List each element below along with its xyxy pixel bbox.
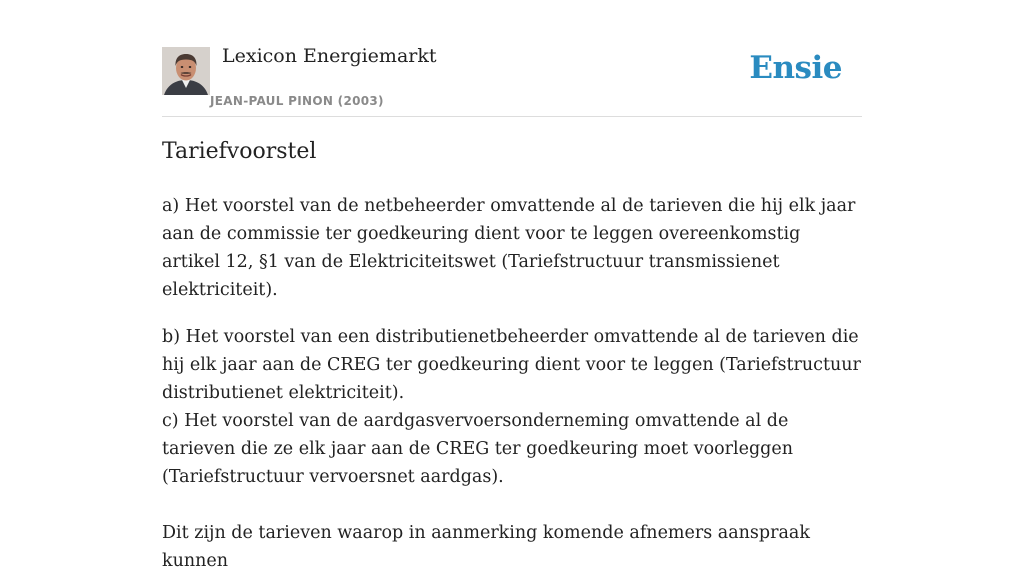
paragraph: Dit zijn de tarieven waarop in aanmerking komende afnemers aanspraak kunnen	[162, 523, 810, 571]
header	[162, 0, 862, 117]
author-photo	[162, 47, 210, 95]
paragraph: a) Het voorstel van de netbeheerder omvattende al de tarieven die hij elk jaar aan de commissie ter goedkeuring dient voor te leggen overeenkomstig artikel 12, §1 van de Elektriciteitswet (Tariefstructuur transmissienet elektriciteit).	[162, 196, 856, 300]
author-avatar[interactable]	[162, 47, 210, 95]
term-title: Tariefvoorstel	[162, 139, 317, 164]
book-title[interactable]: Lexicon Energiemarkt	[222, 45, 437, 67]
author-name[interactable]: JEAN-PAUL PINON (2003)	[210, 94, 384, 108]
paragraph: c) Het voorstel van de aardgasvervoersonderneming omvattende al de tarieven die ze elk jaar aan de CREG ter goedkeuring moet voorleggen (Tariefstructuur vervoersnet aardgas).	[162, 411, 793, 487]
brand-logo[interactable]: Ensie	[749, 50, 842, 86]
page	[162, 0, 862, 571]
article-body	[162, 192, 862, 575]
paragraph: b) Het voorstel van een distributienetbeheerder omvattende al de tarieven die hij elk jaar aan de CREG ter goedkeuring dient voor te leggen (Tariefstructuur distributienet elektriciteit).	[162, 327, 861, 403]
